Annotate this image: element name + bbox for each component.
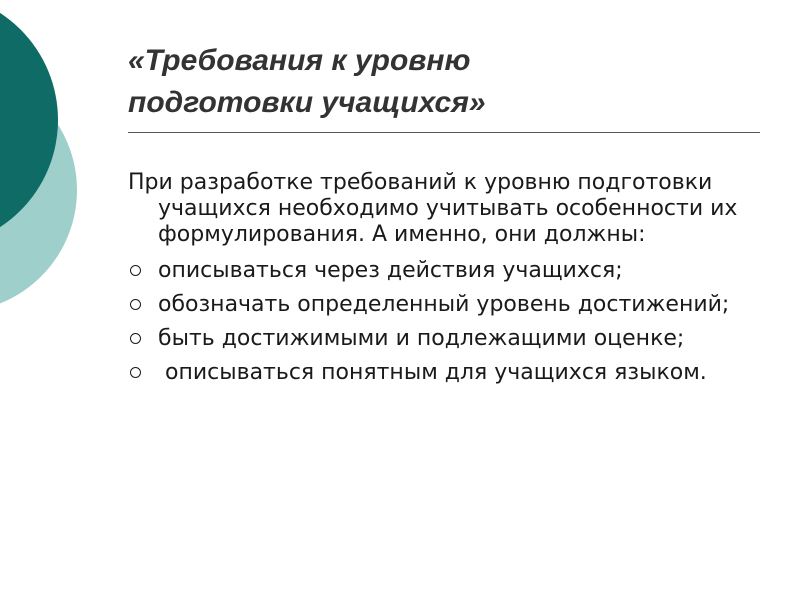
bullet-text: описываться понятным для учащихся языком. — [158, 360, 707, 385]
bullet-item — [128, 292, 768, 318]
title-line-2: подготовки учащихся» — [128, 86, 486, 119]
bullet-text: быть достижимыми и подлежащими оценке; — [158, 326, 685, 351]
bullet-list — [128, 258, 768, 386]
bullet-item — [128, 326, 768, 352]
title-divider — [128, 132, 760, 133]
intro-paragraph: При разработке требований к уровню подготовки учащихся необходимо учитывать особенности их формулирования. А именно, они должны: — [128, 170, 738, 247]
hollow-circle-icon — [130, 333, 141, 344]
hollow-circle-icon — [130, 299, 141, 310]
slide-body — [128, 170, 768, 394]
hollow-circle-icon — [130, 367, 141, 378]
bullet-text: описываться через действия учащихся; — [158, 258, 623, 283]
title-line-1: «Требования к уровню — [128, 44, 471, 77]
bullet-item — [128, 258, 768, 284]
bullet-item — [128, 360, 768, 386]
hollow-circle-icon — [130, 265, 141, 276]
decorative-circles — [0, 0, 120, 340]
bullet-text: обозначать определенный уровень достижений; — [158, 292, 730, 317]
slide-title — [128, 40, 748, 124]
